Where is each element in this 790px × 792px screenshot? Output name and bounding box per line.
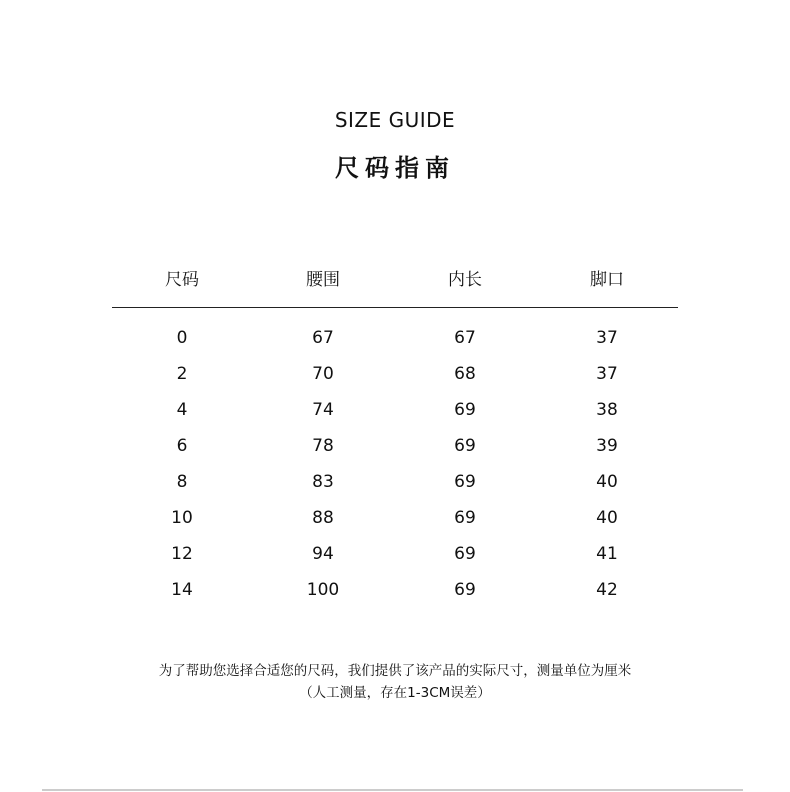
table-cell: 12 <box>171 544 193 564</box>
table-cell: 37 <box>596 328 618 348</box>
table-cell: 100 <box>306 580 340 600</box>
table-cell: 69 <box>454 472 476 492</box>
table-cell: 14 <box>171 580 193 600</box>
header-size: 尺码 <box>165 270 199 290</box>
table-row <box>0 398 790 422</box>
table-cell: 69 <box>454 508 476 528</box>
table-cell: 8 <box>176 472 188 492</box>
table-cell: 10 <box>171 508 193 528</box>
measurement-note: 为了帮助您选择合适您的尺码，我们提供了该产品的实际尺寸，测量单位为厘米 <box>158 663 632 679</box>
header-inseam: 内长 <box>448 270 482 290</box>
table-row <box>0 434 790 458</box>
table-cell: 78 <box>312 436 334 456</box>
table-cell: 37 <box>596 364 618 384</box>
table-cell: 68 <box>454 364 476 384</box>
table-row <box>0 326 790 350</box>
table-cell: 74 <box>312 400 334 420</box>
table-cell: 94 <box>312 544 334 564</box>
table-row <box>0 542 790 566</box>
title-chinese: 尺码指南 <box>335 154 455 182</box>
table-row <box>0 506 790 530</box>
header-waist: 腰围 <box>306 270 340 290</box>
table-cell: 40 <box>596 508 618 528</box>
table-cell: 70 <box>312 364 334 384</box>
table-cell: 88 <box>312 508 334 528</box>
table-cell: 69 <box>454 580 476 600</box>
table-cell: 41 <box>596 544 618 564</box>
table-row <box>0 578 790 602</box>
bottom-divider <box>42 789 743 791</box>
table-cell: 39 <box>596 436 618 456</box>
header-divider <box>112 307 678 308</box>
table-cell: 38 <box>596 400 618 420</box>
table-cell: 69 <box>454 544 476 564</box>
table-header <box>0 268 790 292</box>
table-row <box>0 362 790 386</box>
table-cell: 6 <box>176 436 188 456</box>
table-cell: 83 <box>312 472 334 492</box>
table-cell: 4 <box>176 400 188 420</box>
table-cell: 69 <box>454 436 476 456</box>
table-cell: 40 <box>596 472 618 492</box>
table-cell: 69 <box>454 400 476 420</box>
header-leg-opening: 脚口 <box>590 270 624 290</box>
title-english: SIZE GUIDE <box>334 108 456 132</box>
table-cell: 67 <box>312 328 334 348</box>
measurement-disclaimer: （人工测量，存在1-3CM误差） <box>299 685 491 701</box>
table-cell: 67 <box>454 328 476 348</box>
table-row <box>0 470 790 494</box>
table-cell: 0 <box>176 328 188 348</box>
table-cell: 2 <box>176 364 188 384</box>
table-cell: 42 <box>596 580 618 600</box>
